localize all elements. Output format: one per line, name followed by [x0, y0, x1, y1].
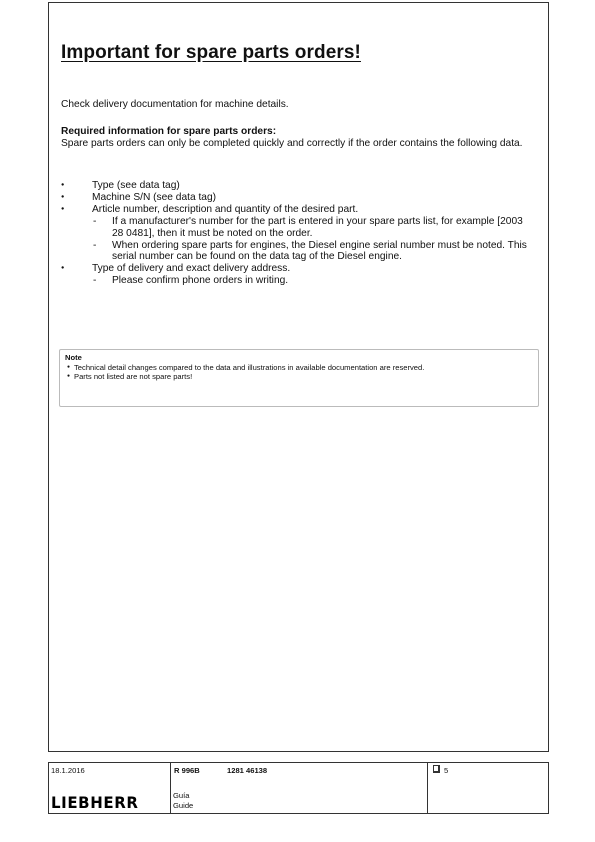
note-heading: Note [65, 353, 82, 362]
footer-doc-type-en: Guide [173, 801, 194, 810]
sub-list-item-text: When ordering spare parts for engines, the Diesel engine serial number must be noted. This serial number can be found on the data tag of the Diesel engine. [112, 239, 527, 263]
footer-page-number: 5 [444, 766, 449, 775]
list-item [61, 204, 536, 264]
required-info-heading: Required information for spare parts orders: [61, 126, 277, 137]
list-item-text: Article number, description and quantity of the desired part. [92, 203, 359, 215]
sub-list-item-text: Please confirm phone orders in writing. [112, 275, 289, 287]
note-box [59, 349, 539, 407]
footer-model: R 996B [174, 766, 200, 775]
sub-list [92, 275, 536, 287]
footer-doc-number: 1281 46138 [227, 766, 268, 775]
sub-list-item: - When ordering spare parts for engines, the Diesel engine serial number must be noted. This serial number can be found on the data tag of the Diesel engine. [93, 239, 527, 263]
footer-doc-type-es: Guía [173, 791, 190, 800]
footer-divider [170, 763, 171, 813]
list-item-text: Type (see data tag) [92, 180, 180, 191]
brand-logo: LIEBHERR [51, 793, 139, 813]
page-icon [433, 765, 440, 773]
sub-list [92, 216, 536, 264]
footer [48, 762, 549, 814]
list-item-text: Type of delivery and exact delivery address. [92, 263, 291, 275]
intro-text: Check delivery documentation for machine details. [61, 99, 289, 110]
sub-list-item-text: If a manufacturer's number for the part is entered in your spare parts list, for example [2003 28 0481], then it must be noted on the order. [112, 215, 523, 239]
sub-list-item: - If a manufacturer's number for the part is entered in your spare parts list, for example [2003 28 0481], then it must be noted on the order. [93, 215, 523, 239]
footer-divider [427, 763, 428, 813]
note-list [65, 363, 533, 382]
list-item [61, 192, 536, 204]
note-item: ● Parts not listed are not spare parts! [65, 372, 533, 382]
sub-list-item: - Please confirm phone orders in writing. [93, 275, 289, 287]
list-item [61, 180, 536, 192]
footer-date: 18.1.2016 [51, 766, 85, 775]
required-info-text: Spare parts orders can only be completed quickly and correctly if the order contains the following data. [61, 138, 523, 149]
list-item-text: Machine S/N (see data tag) [92, 191, 217, 203]
required-items-list [61, 180, 536, 287]
page-title: Important for spare parts orders! [61, 42, 361, 63]
list-item [61, 263, 536, 287]
note-item: ● Technical detail changes compared to the data and illustrations in available documentation are reserved. [65, 363, 533, 373]
